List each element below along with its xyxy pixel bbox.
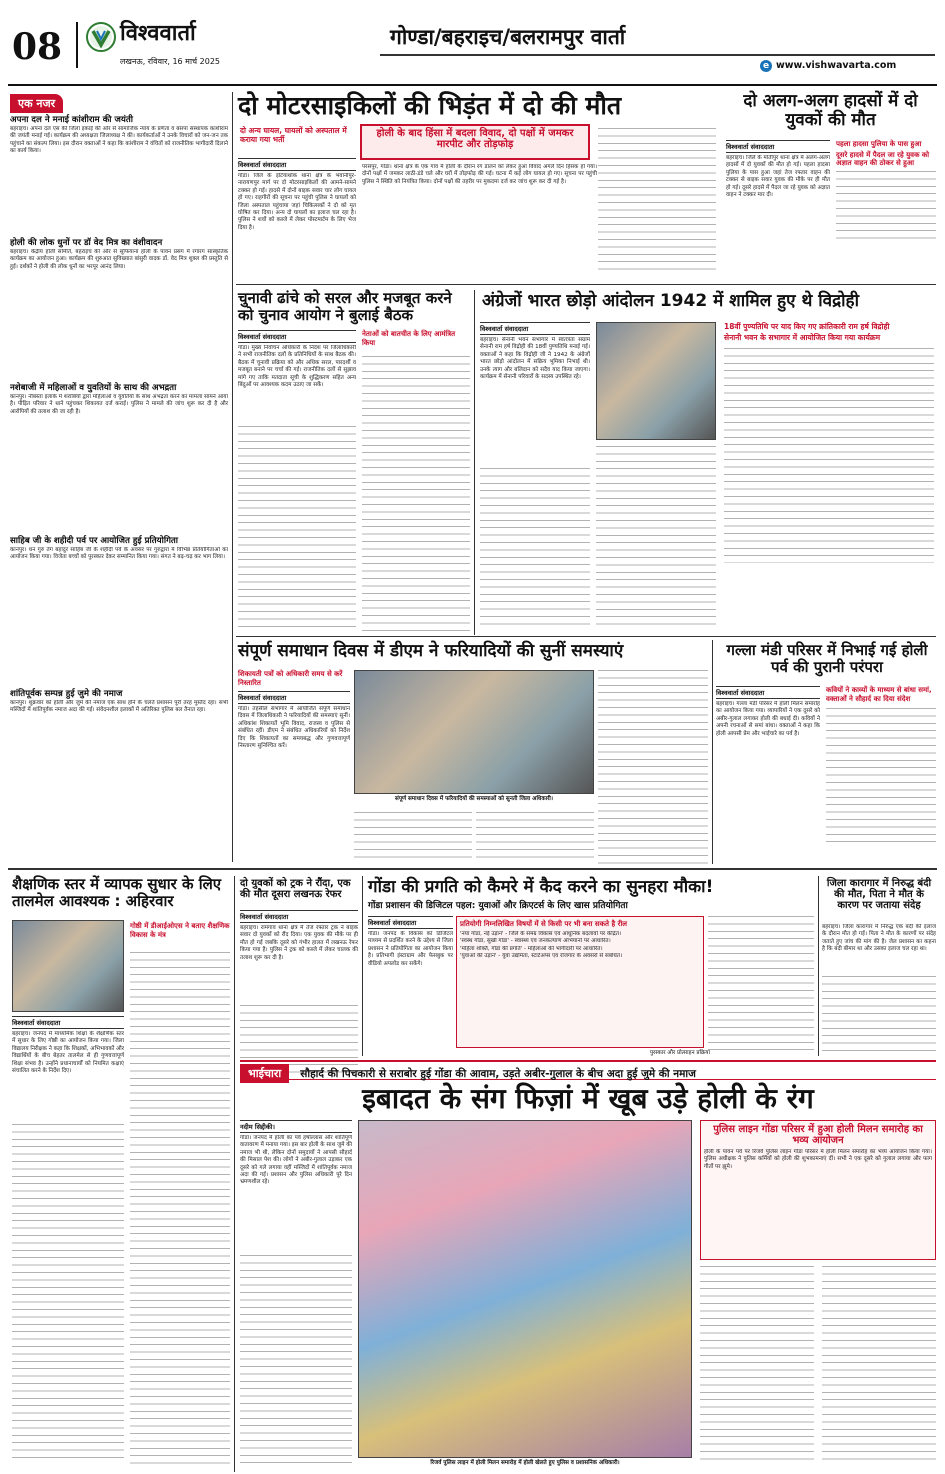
- accidents-byline: विश्ववार्ता संवाददाता: [726, 140, 830, 153]
- education-text-col2: [130, 952, 230, 1464]
- lead-column: [238, 158, 356, 270]
- page-number-divider: [76, 22, 78, 68]
- election-text: गोंडा। मुख्य निर्वाचन अधिकारी के निर्देश पर जिलाधिकारी ने सभी राजनीतिक दलों के प्रतिनिधियों के साथ बैठक की। बैठक में चुनावी प्रक्रिया को और अधिक सरल, पारदर्शी व मजबूत बनाने पर चर्चा की गई। राजनीतिक दलों से सुझाव मांगे गए ताकि मतदाता सूची के शुद्धिकरण सहित अन्य बिंदुओं पर आवश्यक कदम उठाए जा सकें।: [238, 345, 356, 389]
- truck-headline: दो युवकों को ट्रक ने रौंदा, एक की मौत दूसरा लखनऊ रेफर: [240, 878, 351, 900]
- education-text: बहराइच। जनपद में माध्यमिक शिक्षा के शैक्षणिक स्तर में सुधार के लिए गोष्ठी का आयोजन किया गया। जिला विद्यालय निरीक्षक ने कहा कि शिक्षकों, अभिभावकों और विद्यार्थियों के बीच बेहतर तालमेल से ही गुणवत्तापूर्ण शिक्षा संभव है। उन्होंने प्रधानाचार्यों को नियमित कक्षाएं संचालित करने के निर्देश दिए।: [12, 1031, 124, 1075]
- camera-body: [368, 916, 453, 1051]
- education-subhead: गोष्ठी में डीआईओएस ने बताए शैक्षणिक विकास के मंत्र: [130, 922, 230, 939]
- camera-list-item: 'नया गोंडा, नई उड़ान' - जिले के समग्र विकास एवं आधुनिक बदलावों पर केंद्रित।: [460, 931, 622, 937]
- samadhan-text-col3: [476, 812, 594, 864]
- election-headline: चुनावी ढांचे को सरल और मजबूत करने को चुनाव आयोग ने बुलाई बैठक: [238, 289, 452, 324]
- jail-text: बहराइच। जिला कारागार में निरुद्ध एक बंदी की इलाज के दौरान मौत हो गई। पिता ने मौत के कारणों पर संदेह जताते हुए जांच की मांग की है। जेल प्रशासन का कहना है कि बंदी बीमार था और उसका इलाज चल रहा था।: [822, 924, 936, 953]
- item-text: कानपुर। नौबस्ता इलाके में शराबियों द्वारा महिलाओं व युवतियों के साथ अभद्रता करने का मामला सामने आया है। पीड़ित परिवार ने थाने पहुंचकर शिकायत दर्ज कराई। पुलिस ने मामले की जांच शुरू कर दी है और आरोपियों की तलाश की जा रही है।: [10, 394, 228, 415]
- camera-headline: गोंडा की प्रगति को कैमरे में कैद करने का सुनहरा मौका!: [368, 877, 714, 897]
- column-divider: [712, 640, 713, 864]
- holi-clash-boxhead: होली के बाद हिंसा में बदला विवाद, दो पक्षों में जमकर मारपीट और तोड़फोड़: [376, 128, 574, 150]
- masthead-bottom-rule: [8, 84, 937, 86]
- election-text-col2: [362, 356, 470, 631]
- jail-text-continued: [822, 976, 936, 1056]
- quit-india-text-col2: [596, 446, 716, 628]
- item-title: होली की लोक धुनों पर डॉ वेद मित्र का वंशीवादन: [10, 238, 163, 248]
- samadhan-subhead: शिकायती पत्रों को अधिकारी समय से करें निस्तारित: [238, 670, 343, 687]
- mandi-headline: गल्ला मंडी परिसर में निभाई गई होली पर्व की पुरानी परंपरा: [726, 641, 928, 676]
- samadhan-left: [238, 670, 350, 856]
- holi-clash-text: परसपुर, गोंडा। थाना क्षेत्र के एक गांव में होली के दौरान रंग डालने को लेकर हुआ विवाद अगले दिन हिंसक हो गया। दोनों पक्षों में जमकर लाठी-डंडे चले और घरों में तोड़फोड़ की गई। घटना में कई लोग घायल हो गए। सूचना पर पहुंची पुलिस ने स्थिति को नियंत्रित किया। दोनों पक्षों की तहरीर पर मुकदमा दर्ज कर जांच शुरू कर दी गई है।: [362, 164, 597, 185]
- section-rule: [8, 868, 937, 870]
- police-lines-box: [700, 1120, 936, 1260]
- camera-list-item: 'स्वस्थ गोंडा, सुखी गोंडा' - स्वास्थ्य एवं जनकल्याण अभियानों पर आधारित।: [460, 938, 611, 945]
- holi-text-col4: [822, 1266, 936, 1464]
- column-divider: [818, 876, 819, 1056]
- camera-text-right: [708, 916, 814, 1054]
- quit-india-text-continued: [724, 348, 934, 563]
- accidents-headline: दो अलग-अलग हादसों में दो युवकों की मौत: [743, 91, 918, 130]
- quit-india-bullet: सेनानी भवन के सभागार में आयोजित किया गया कार्यक्रम: [724, 333, 881, 342]
- quit-india-bullets: [724, 322, 934, 563]
- samadhan-text-col4: [598, 670, 708, 864]
- lead-byline: विश्ववार्ता संवाददाता: [238, 158, 356, 171]
- ek-nazar-item: [10, 536, 228, 687]
- column-divider: [232, 92, 233, 862]
- camera-list-item: 'महिला शक्ति, गोंडा की प्रगति' - महिलाओं की भागीदारी पर आधारित।: [460, 945, 603, 952]
- ek-nazar-label: एक नजर: [10, 94, 63, 113]
- holi-photo-caption: रिजर्व पुलिस लाइन में होली मिलन समारोह में होली खेलते हुए पुलिस व प्रशासनिक अधिकारी।: [430, 1460, 620, 1466]
- column-divider: [362, 876, 363, 1056]
- lead-column-2: [362, 164, 597, 270]
- holi-text-col3: [700, 1266, 814, 1464]
- lead-subhead: दो अन्य घायल, घायलों को अस्पताल में कराया गया भर्ती: [240, 126, 347, 144]
- election-subhead: नेताओं को बातचीत के लिए आमंत्रित किया: [362, 330, 456, 347]
- item-text: कानपुर। शुक्रवार को होली और जुमे की नमाज एक साथ होने के चलते प्रशासन पूरी तरह मुस्तैद रहा। सभी मस्जिदों में शांतिपूर्वक नमाज अदा की गई। संवेदनशील इलाकों में अतिरिक्त पुलिस बल तैनात रहा।: [10, 700, 228, 714]
- truck-text: बहराइच। रामगांव थाना क्षेत्र में तेज रफ्तार ट्रक ने बाइक सवार दो युवकों को रौंद दिया। एक युवक की मौके पर ही मौत हो गई जबकि दूसरे को गंभीर हालत में लखनऊ रेफर किया गया है। पुलिस ने ट्रक को कब्जे में लेकर चालक की तलाश शुरू कर दी है।: [240, 925, 358, 961]
- website-link[interactable]: www.vishwavarta.com: [776, 60, 897, 71]
- masthead: [0, 0, 945, 78]
- mandi-byline: विश्ववार्ता संवाददाता: [716, 686, 820, 699]
- ek-nazar-item: [10, 115, 228, 236]
- police-lines-boxhead: पुलिस लाइन गोंडा परिसर में हुआ होली मिलन समारोह का भव्य आयोजन: [713, 1124, 923, 1146]
- dateline: लखनऊ, रविवार, 16 मार्च 2025: [120, 57, 221, 66]
- mandi-subhead: कवियों ने काव्यों के माध्यम से बांधा समां, वक्ताओं ने सौहार्द का दिया संदेश: [826, 686, 932, 703]
- holi-body: [240, 1120, 352, 1467]
- column-divider: [234, 876, 235, 1472]
- ek-nazar-column: [10, 92, 228, 864]
- accidents-text-continued: [836, 171, 936, 241]
- holi-kicker-head: सौहार्द की पिचकारी से सराबोर हुई गोंडा की आवाम, उड़ते अबीर-गुलाल के बीच अदा हुई जुमे की नमाज: [300, 1068, 696, 1080]
- logo-icon: [86, 22, 116, 52]
- holi-text-continued: [240, 1255, 352, 1467]
- item-text: बहराइच। अपना दल एस की जिला इकाई की ओर से सामाजिक न्याय के प्रणेता व बसपा संस्थापक कांशीराम की जयंती मनाई गई। कार्यक्रम की अध्यक्षता जिलाध्यक्ष ने की। कार्यकर्ताओं ने उनके विचारों को जन-जन तक पहुंचाने का संकल्प लिया। इस दौरान वक्ताओं ने कहा कि कांशीराम ने वंचितों को राजनीतिक भागीदारी दिलाने का कार्य किया।: [10, 126, 228, 155]
- quit-india-photo: [596, 322, 716, 440]
- camera-footer: पुरस्कार और प्रोत्साहन प्रक्रिया: [649, 1050, 710, 1056]
- section-rule: [236, 284, 936, 285]
- item-title: साहिब जी के शहीदी पर्व पर आयोजित हुई प्रतियोगिता: [10, 536, 179, 546]
- police-lines-text: होली के पावन पर्व पर रिजर्व पुलिस लाइन गोंडा परिसर में होली मिलन समारोह का भव्य आयोजन किया गया। पुलिस अधीक्षक ने पुलिस कर्मियों को होली की शुभकामनाएं दीं। सभी ने एक दूसरे को गुलाल लगाया और फाग गीतों पर झूमे।: [704, 1149, 932, 1170]
- quit-india-text-col1b: [480, 468, 590, 628]
- samadhan-byline: विश्ववार्ता संवाददाता: [238, 691, 350, 704]
- education-body: [12, 1016, 124, 1116]
- ek-nazar-item: [10, 689, 228, 864]
- election-text-continued: [238, 426, 356, 631]
- mandi-text: बहराइच। गल्ला मंडी परिसर में होली मिलन समारोह का आयोजन किया गया। व्यापारियों ने एक दूसरे को अबीर-गुलाल लगाकर होली की बधाई दी। कवियों ने अपनी रचनाओं से समां बांधा। वक्ताओं ने कहा कि होली आपसी प्रेम और भाईचारे का पर्व है।: [716, 701, 820, 737]
- section-rule: [236, 636, 936, 637]
- samadhan-photo-caption: संपूर्ण समाधान दिवस में फरियादियों की समस्याओं को सुनती जिला अधिकारी।: [395, 796, 553, 802]
- camera-list-box: [456, 916, 704, 1048]
- election-byline: विश्ववार्ता संवाददाता: [238, 330, 356, 343]
- section-title: गोण्डा/बहराइच/बलरामपुर वार्ता: [390, 25, 626, 49]
- camera-subhead: गोंडा प्रशासन की डिजिटल पहल: युवाओं और क्रिएटर्स के लिए खास प्रतियोगिता: [368, 901, 628, 911]
- holi-clash-box: [360, 124, 590, 160]
- quit-india-headline: अंग्रेजों भारत छोड़ो आंदोलन 1942 में शामिल हुए थे विद्रोही: [482, 291, 859, 311]
- quit-india-text: बहराइच। सेनानी भवन सभागार में स्वतंत्रता संग्राम सेनानी राम हर्ष विद्रोही की 18वीं पुण्यतिथि मनाई गई। वक्ताओं ने कहा कि विद्रोही जी ने 1942 के अंग्रेजों भारत छोड़ो आंदोलन में सक्रिय भूमिका निभाई थी। उनके त्याग और बलिदान को सदैव याद किया जाएगा। कार्यक्रम में सेनानी परिवारों के सदस्य उपस्थित रहे।: [480, 337, 590, 381]
- quit-india-byline: विश्ववार्ता संवाददाता: [480, 322, 590, 335]
- item-text: बहराइच। केंद्रीय होली समिति, बहराइच की ओर से सूफियाना होली के पावन प्रसंग में रंगारंग सांस्कृतिक कार्यक्रम का आयोजन हुआ। कार्यक्रम की शुरुआत सुविख्यात बांसुरी वादक डॉ. वेद मित्र शुक्ल की प्रस्तुति से हुई। दर्शकों ने होली की लोक धुनों का भरपूर आनंद लिया।: [10, 249, 228, 270]
- lead-text: गोंडा। जिले के इटियाथोक थाना क्षेत्र के भवानीपुर-नारायणपुर मार्ग पर दो मोटरसाइकिलों की आमने-सामने टक्कर हो गई। हादसे में दोनों बाइक सवार चार लोग घायल हो गए। राहगीरों की सूचना पर पहुंची पुलिस ने घायलों को जिला अस्पताल पहुंचाया जहां चिकित्सकों ने दो को मृत घोषित कर दिया। अन्य दो घायलों का इलाज चल रहा है। पुलिस ने शवों को कब्जे में लेकर पोस्टमार्टम के लिए भेज दिया है।: [238, 173, 356, 231]
- truck-body: [240, 910, 358, 1085]
- holi-photo: [358, 1120, 692, 1458]
- holi-kicker-bar: [240, 1060, 936, 1080]
- mandi-text-continued: [826, 708, 936, 848]
- education-byline: विश्ववार्ता संवाददाता: [12, 1016, 124, 1029]
- masthead-bar: [380, 54, 935, 56]
- samadhan-photo: [354, 670, 594, 794]
- quit-india-byline-wrap: [480, 322, 590, 467]
- mandi-body: [716, 686, 936, 871]
- camera-list-item: 'युवाओं की उड़ान' - युवा उद्यमिता, स्टार्टअप्स एवं रोजगार के अवसरों से संबंधित।: [460, 953, 623, 960]
- samadhan-text-col2: [354, 812, 472, 864]
- holi-byline: नदीम सिद्दीकी।: [240, 1120, 352, 1133]
- truck-byline: विश्ववार्ता संवाददाता: [240, 910, 358, 923]
- accidents-bullet: पहला हादसा पुलिया के पास हुआ: [836, 140, 922, 148]
- accidents-text: बहराइच। जिले के मोतीपुर थाना क्षेत्र में अलग-अलग हादसों में दो युवकों की मौत हो गई। पहला हादसा पुलिया के पास हुआ जहां तेज रफ्तार वाहन की टक्कर से बाइक सवार युवक की मौके पर ही मौत हो गई। दूसरे हादसे में पैदल जा रहे युवक को अज्ञात वाहन ने टक्कर मार दी।: [726, 155, 830, 199]
- item-text: कानपुर। धन गुरु तेग बहादुर साहिब जी के शहीदी पर्व के अवसर पर गुरुद्वारा में विभिन्न प्रतियोगिताओं का आयोजन किया गया। विजेता बच्चों को पुरस्कार देकर सम्मानित किया गया। संगत ने बढ़-चढ़ कर भाग लिया।: [10, 547, 228, 561]
- education-photo: [12, 920, 124, 1012]
- quit-india-bullet: 18वीं पुण्यतिथि पर याद किए गए क्रांतिकारी राम हर्ष विद्रोही: [724, 322, 890, 331]
- item-title: शांतिपूर्वक सम्पन्न हुई जुमे की नमाज: [10, 689, 123, 699]
- education-text-continued: [12, 1124, 124, 1464]
- web-icon: e: [760, 60, 772, 72]
- paper-title: विश्ववार्ता: [120, 21, 196, 46]
- ek-nazar-item: [10, 238, 228, 381]
- lead-text-continued: [598, 128, 716, 270]
- camera-byline: विश्ववार्ता संवाददाता: [368, 916, 453, 929]
- camera-text: गोंडा। जनपद के विकास को डिजिटल माध्यम से प्रदर्शित करने के उद्देश्य से जिला प्रशासन ने प्रतियोगिता का आयोजन किया है। प्रतिभागी इंस्टाग्राम और फेसबुक पर वीडियो अपलोड कर सकेंगे।: [368, 931, 453, 967]
- election-body: [238, 330, 470, 630]
- column-divider: [474, 290, 475, 635]
- accidents-body: [726, 140, 936, 280]
- accidents-bullet: दूसरे हादसे में पैदल जा रहे युवक को अज्ञात वाहन की ठोकर से हुआ: [836, 150, 930, 167]
- holi-headline: इबादत के संग फिज़ां में खूब उड़े होली के रंग: [362, 1082, 814, 1115]
- lead-headline: दो मोटरसाइकिलों की भिड़ंत में दो की मौत: [238, 91, 622, 120]
- holi-kicker: भाईचारा: [240, 1064, 289, 1083]
- education-headline: शैक्षणिक स्तर में व्यापक सुधार के लिए तालमेल आवश्यक : अहिरवार: [12, 875, 222, 910]
- camera-list-title: प्रतियोगी निम्नलिखित विषयों में से किसी पर भी बना सकते है रील: [460, 920, 628, 928]
- samadhan-headline: संपूर्ण समाधान दिवस में डीएम ने फरियादियों की सुनीं समस्याएं: [238, 641, 624, 661]
- holi-text: गोंडा। जनपद में होली का पर्व हर्षोल्लास और शांतिपूर्ण वातावरण में मनाया गया। इस बार होली के साथ जुमे की नमाज भी थी, लेकिन दोनों समुदायों ने आपसी सौहार्द की मिसाल पेश की। लोगों ने अबीर-गुलाल उड़ाकर एक दूसरे को गले लगाया वहीं मस्जिदों में शांतिपूर्वक नमाज अदा की गई। प्रशासन और पुलिस अधिकारी पूरे दिन भ्रमणशील रहे।: [240, 1135, 352, 1186]
- jail-headline: जिला कारागार में निरुद्ध बंदी की मौत, पिता ने मौत के कारण पर जताया संदेह: [826, 878, 932, 911]
- item-title: अपना दल ने मनाई कांशीराम की जयंती: [10, 115, 133, 125]
- item-title: नशेबाजी में महिलाओं व युवतियों के साथ की अभद्रता: [10, 383, 177, 393]
- ek-nazar-item: [10, 383, 228, 534]
- page-number: 08: [12, 26, 63, 68]
- samadhan-text: गोंडा। तहसील सभागार में आयोजित संपूर्ण समाधान दिवस में जिलाधिकारी ने फरियादियों की समस्याएं सुनीं। अधिकांश शिकायतें भूमि विवाद, राजस्व व पुलिस से संबंधित रहीं। डीएम ने संबंधित अधिकारियों को निर्देश दिए कि शिकायतों का समयबद्ध और गुणवत्तापूर्ण निस्तारण सुनिश्चित करें।: [238, 706, 350, 750]
